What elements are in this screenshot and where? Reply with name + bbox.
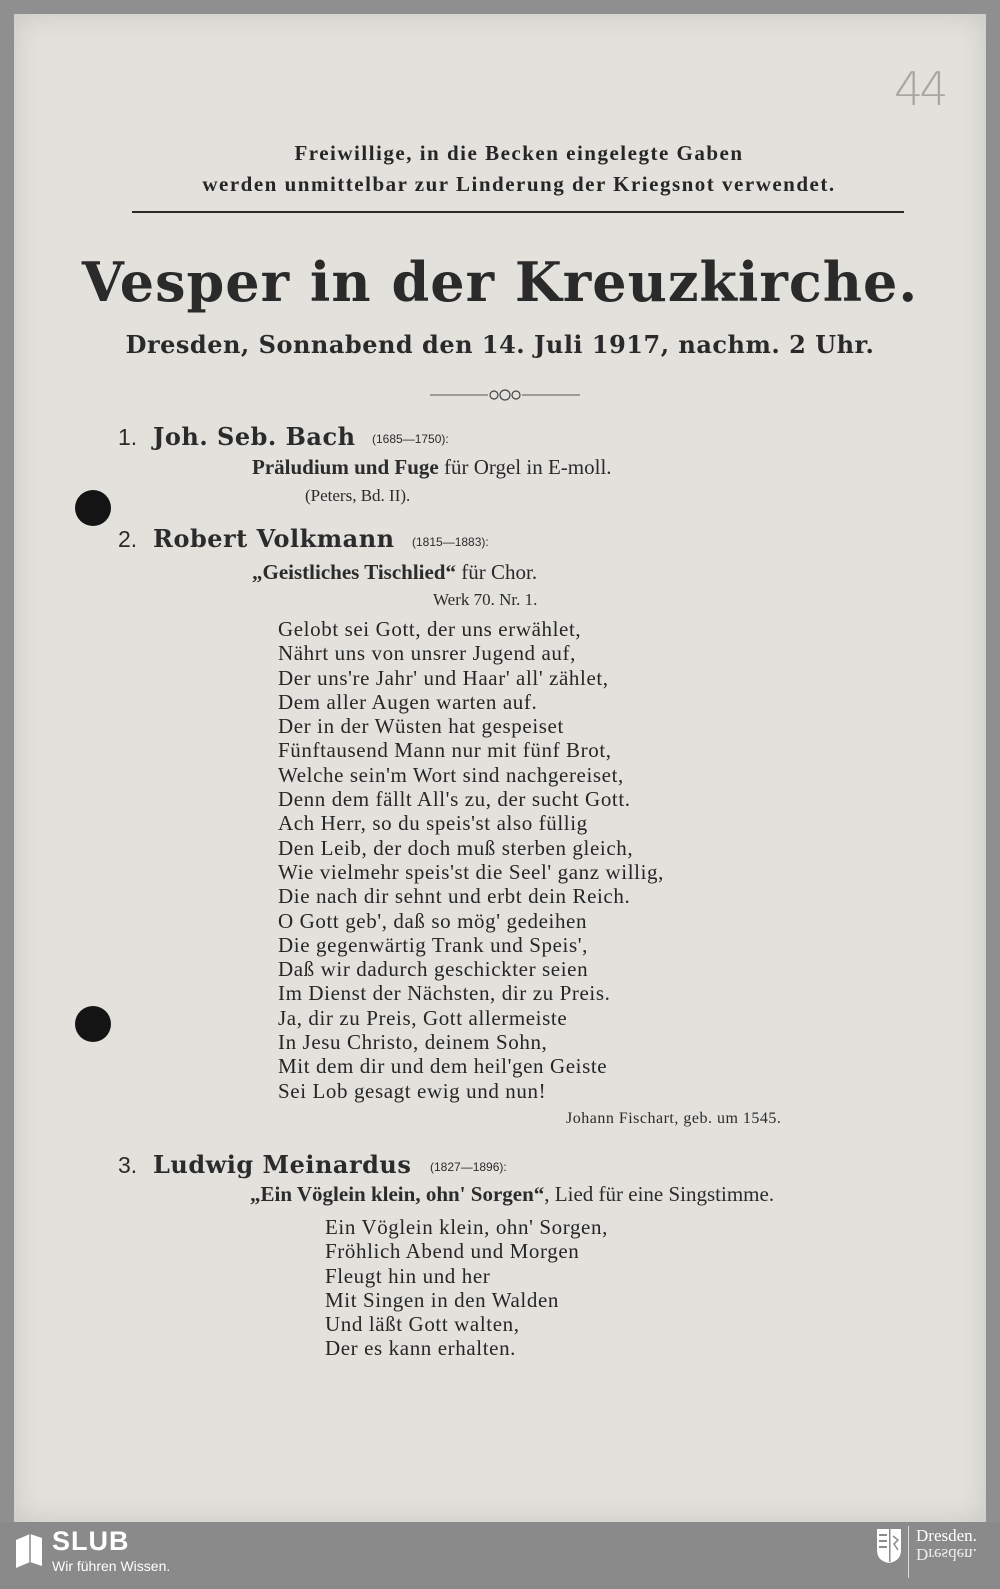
footer-bar: [0, 1522, 1000, 1589]
item-2-dates: (1815—1883):: [412, 535, 489, 549]
item-2-work-title: „Geistliches Tischlied“: [252, 560, 456, 584]
item-2-composer: Robert Volkmann: [153, 524, 395, 553]
page-subtitle: Dresden, Sonnabend den 14. Juli 1917, nachm. 2 Uhr.: [125, 330, 875, 359]
item-2-verses: [278, 617, 664, 1103]
verse-line: Ach Herr, so du speis'st also füllig: [278, 811, 588, 836]
verse-line: Nährt uns von unsrer Jugend auf,: [278, 641, 576, 666]
verse-line: Gelobt sei Gott, der uns erwählet,: [278, 617, 582, 641]
item-2-work-rest: für Chor.: [456, 560, 538, 584]
item-1-work-title: Präludium und Fuge: [252, 455, 439, 479]
item-1-work-rest: für Orgel in E-moll.: [438, 455, 612, 479]
dresden-wordmark-reflection: Dresden.: [916, 1545, 977, 1564]
verse-line: Dem aller Augen warten auf.: [278, 689, 538, 714]
item-2-author: Johann Fischart, geb. um 1545.: [566, 1110, 782, 1127]
verse-line: Fleugt hin und her: [325, 1263, 491, 1288]
verse-line: Fünftausend Mann nur mit fünf Brot,: [278, 738, 612, 763]
slub-logo-icon[interactable]: [14, 1532, 44, 1570]
verse-line: Ja, dir zu Preis, Gott allermeiste: [278, 1005, 568, 1030]
punch-hole-bottom: [75, 1006, 111, 1042]
verse-line: In Jesu Christo, deinem Sohn,: [278, 1030, 548, 1055]
item-1-edition: (Peters, Bd. II).: [305, 486, 411, 505]
slub-brand[interactable]: SLUB: [52, 1526, 130, 1556]
item-1-dates: (1685—1750):: [372, 432, 449, 446]
item-3-work-rest: , Lied für eine Singstimme.: [544, 1182, 775, 1206]
verse-line: Im Dienst der Nächsten, dir zu Preis.: [278, 981, 611, 1006]
verse-line: Ein Vöglein klein, ohn' Sorgen,: [325, 1215, 608, 1239]
verse-line: Der in der Wüsten hat gespeiset: [278, 714, 564, 739]
item-2-opus: Werk 70. Nr. 1.: [433, 590, 538, 609]
verse-line: Der uns're Jahr' und Haar' all' zählet,: [278, 665, 609, 690]
slub-slogan: Wir führen Wissen.: [52, 1558, 171, 1574]
page-title: Vesper in der Kreuzkirche.: [81, 250, 919, 314]
verse-line: Und läßt Gott walten,: [325, 1312, 520, 1337]
pencil-page-number: 44: [894, 62, 945, 116]
item-1-number: 1.: [118, 424, 138, 450]
dresden-wordmark[interactable]: Dresden.: [916, 1526, 977, 1545]
item-3-work: [250, 1182, 774, 1207]
verse-line: Die gegenwärtig Trank und Speis',: [278, 932, 588, 957]
verse-line: Mit dem dir und dem heil'gen Geiste: [278, 1054, 608, 1079]
verse-line: Denn dem fällt All's zu, der sucht Gott.: [278, 787, 631, 812]
verse-line: Sei Lob gesagt ewig und nun!: [278, 1078, 547, 1103]
verse-line: O Gott geb', daß so mög' gedeihen: [278, 908, 588, 933]
verse-line: Der es kann erhalten.: [325, 1336, 517, 1361]
ornament-divider-icon: [430, 388, 580, 402]
divider-rule: [132, 211, 904, 213]
item-2-number: 2.: [118, 526, 138, 552]
verse-line: Wie vielmehr speis'st die Seel' ganz willig,: [278, 859, 664, 884]
item-1-work: [252, 455, 612, 480]
donation-notice: [124, 138, 914, 200]
item-3-number: 3.: [118, 1152, 138, 1178]
notice-line-1: Freiwillige, in die Becken eingelegte Gaben: [294, 141, 744, 165]
verse-line: Die nach dir sehnt und erbt dein Reich.: [278, 884, 631, 909]
verse-line: Fröhlich Abend und Morgen: [325, 1239, 580, 1264]
item-2-work: [252, 560, 537, 585]
verse-line: Mit Singen in den Walden: [325, 1287, 559, 1312]
footer-separator: [908, 1526, 909, 1578]
verse-line: Welche sein'm Wort sind nachgereiset,: [278, 762, 624, 787]
dresden-crest-icon[interactable]: [876, 1528, 902, 1564]
punch-hole-top: [75, 490, 111, 526]
notice-line-2: werden unmittelbar zur Linderung der Kriegsnot verwendet.: [202, 172, 836, 196]
verse-line: Den Leib, der doch muß sterben gleich,: [278, 835, 634, 860]
item-3-verses: [325, 1215, 608, 1361]
item-3-work-title: „Ein Vöglein klein, ohn' Sorgen“: [250, 1182, 545, 1206]
verse-line: Daß wir dadurch geschickter seien: [278, 957, 589, 982]
item-3-dates: (1827—1896):: [430, 1160, 507, 1174]
item-1-composer: Joh. Seb. Bach: [153, 422, 356, 451]
item-3-composer: Ludwig Meinardus: [153, 1150, 412, 1179]
